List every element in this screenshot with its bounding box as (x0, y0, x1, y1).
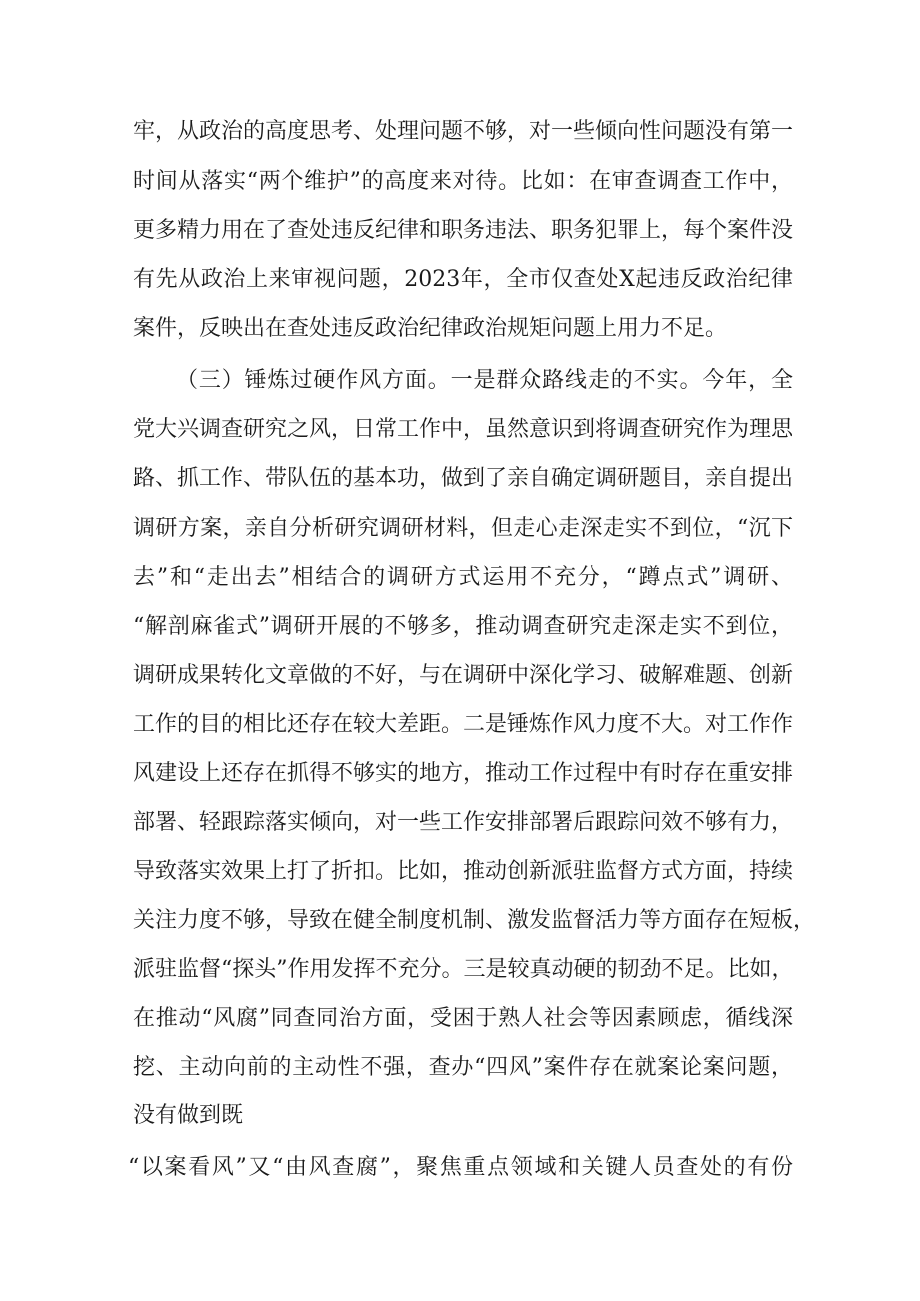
paragraph-line: 工作的目的相比还存在较大差距。二是锤炼作风力度不大。对工作作 (133, 712, 794, 737)
paragraph-line: 挖、主动向前的主动性不强，查办“四风”案件存在就案论案问题， (133, 1055, 793, 1080)
paragraph-line: 导致落实效果上打了折扣。比如，推动创新派驻监督方式方面，持续 (133, 859, 794, 884)
paragraph-line: 更多精力用在了查处违反纪律和职务违法、职务犯罪上，每个案件没 (133, 218, 794, 243)
paragraph-line: 调研成果转化文章做的不好，与在调研中深化学习、破解难题、创新 (133, 663, 794, 688)
paragraph-line: 时间从落实“两个维护”的高度来对待。比如：在审查调查工作中， (133, 169, 793, 194)
paragraph-line: 牢，从政治的高度思考、处理问题不够，对一些倾向性问题没有第一 (133, 119, 794, 144)
section-heading-line: （三）锤炼过硬作风方面。一是群众路线走的不实。今年，全 (176, 368, 793, 393)
paragraph-line: 风建设上还存在抓得不够实的地方，推动工作过程中有时存在重安排 (133, 761, 794, 786)
paragraph-line: 路、抓工作、带队伍的基本功，做到了亲自确定调研题目，亲自提出 (133, 466, 794, 491)
paragraph-line: 在推动“风腐”同查同治方面，受困于熟人社会等因素顾虑，循线深 (133, 1006, 793, 1031)
paragraph-line: 去”和“走出去”相结合的调研方式运用不充分，“蹲点式”调研、 (133, 565, 793, 590)
paragraph-line: 党大兴调查研究之风，日常工作中，虽然意识到将调查研究作为理思 (133, 417, 794, 442)
paragraph-line: “以案看风”又“由风查腐”，聚焦重点领域和关键人员查处的有份 (128, 1155, 793, 1180)
paragraph-line: 派驻监督“探头”作用发挥不充分。三是较真动硬的韧劲不足。比如， (133, 957, 794, 982)
paragraph-line: 关注力度不够，导致在健全制度机制、激发监督活力等方面存在短板， (133, 908, 816, 933)
paragraph-line: “解剖麻雀式”调研开展的不够多，推动调查研究走深走实不到位， (133, 614, 793, 639)
paragraph-line: 案件，反映出在查处违反政治纪律政治规矩问题上用力不足。 (133, 316, 728, 341)
paragraph-line: 部署、轻跟踪落实倾向，对一些工作安排部署后跟踪问效不够有力， (133, 810, 794, 835)
paragraph-line: 有先从政治上来审视问题，2023年，全市仅查处X起违反政治纪律 (133, 267, 793, 292)
paragraph-line: 没有做到既 (133, 1103, 244, 1128)
paragraph-line: 调研方案，亲自分析研究调研材料，但走心走深走实不到位，“沉下 (133, 516, 793, 541)
